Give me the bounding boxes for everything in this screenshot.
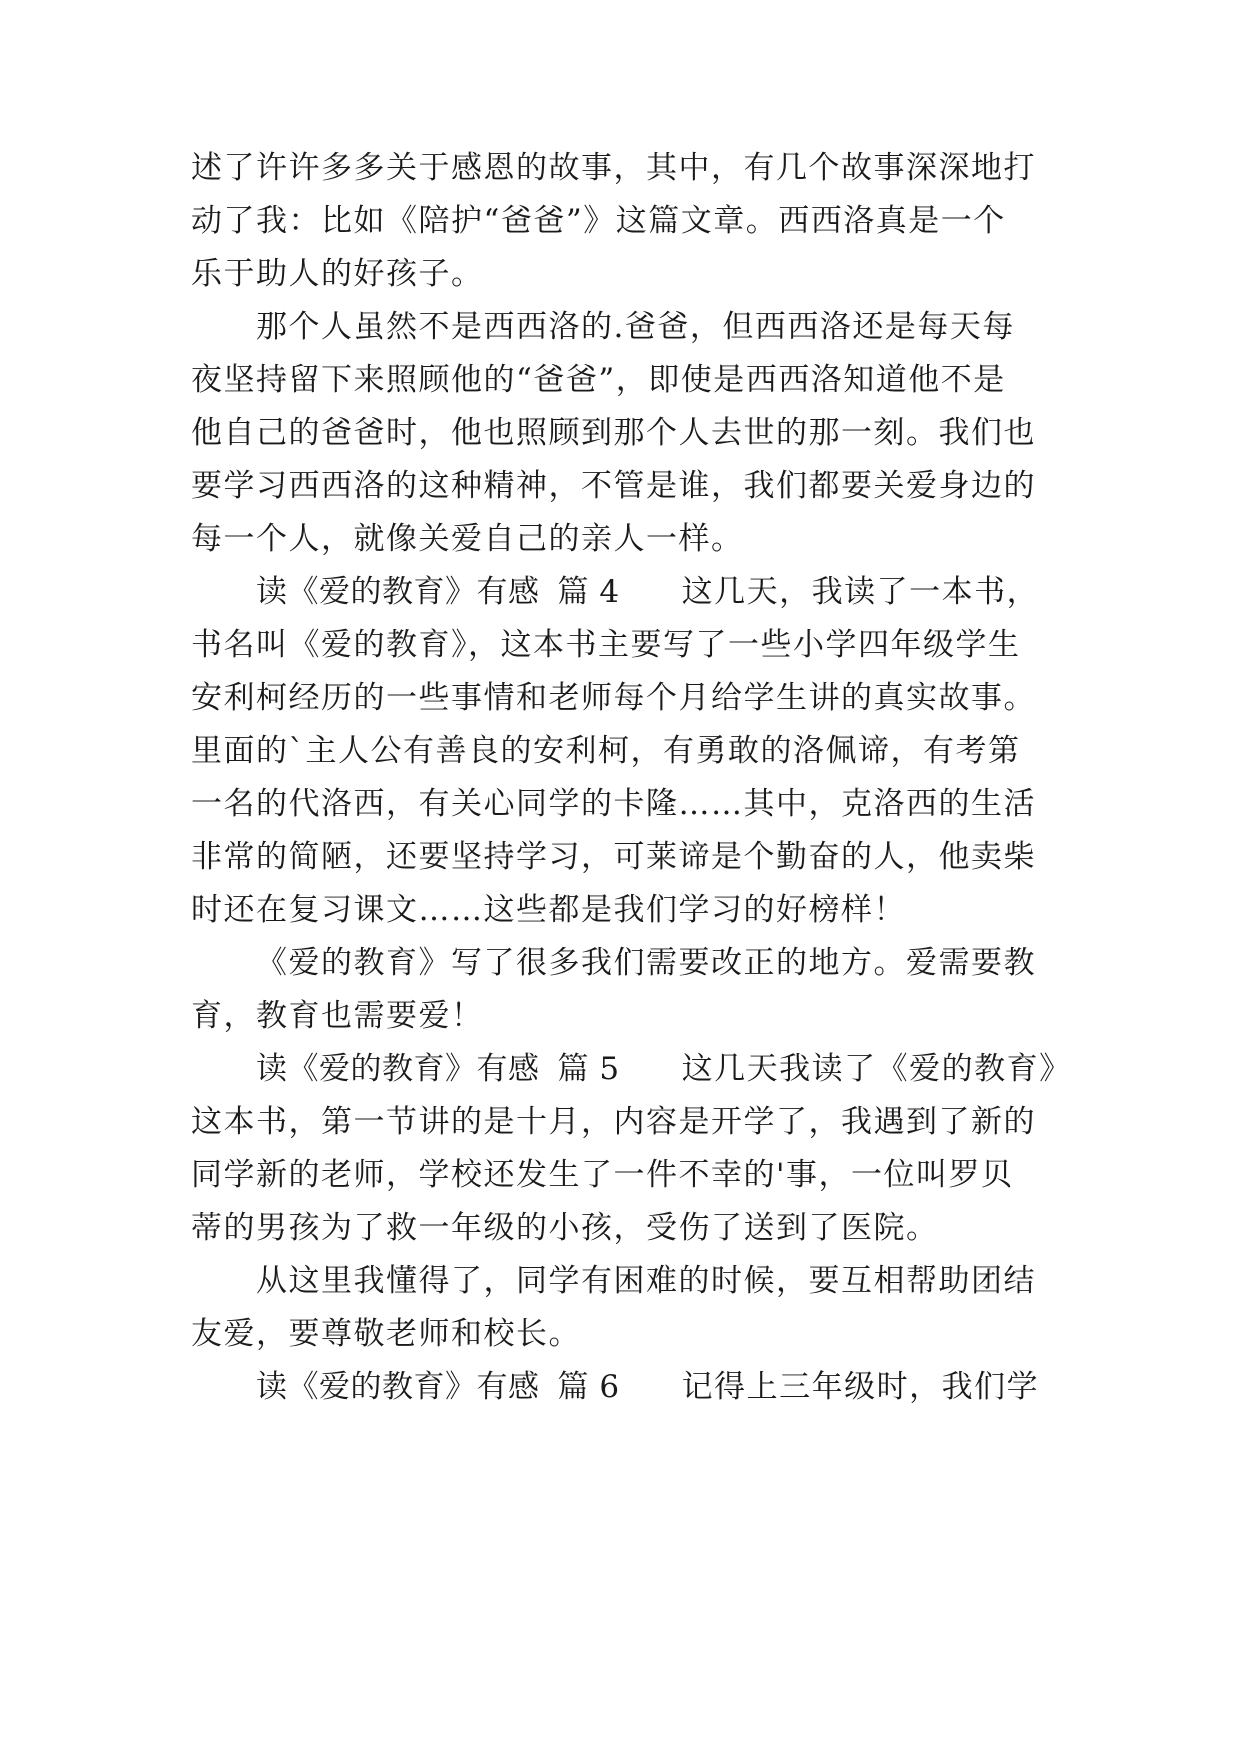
text-line: 非常的简陋，还要坚持学习，可莱谛是个勤奋的人，他卖柴 xyxy=(191,839,1036,875)
text-line: 述了许许多多关于感恩的故事，其中，有几个故事深深地打 xyxy=(191,150,1036,186)
text-line: 每一个人，就像关爱自己的亲人一样。 xyxy=(191,521,744,557)
section-lead-text: 记得上三年级时，我们学 xyxy=(681,1369,1040,1405)
section-title: 读《爱的教育》有感 xyxy=(256,574,540,610)
text-line: 那个人虽然不是西西洛的.爸爸，但西西洛还是每天每 xyxy=(256,309,1015,345)
text-line: 从这里我懂得了，同学有困难的时候，要互相帮助团结 xyxy=(256,1263,1036,1299)
text-line: 书名叫《爱的教育》，这本书主要写了一些小学四年级学生 xyxy=(191,627,1021,663)
section-title: 读《爱的教育》有感 xyxy=(256,1051,540,1087)
text-line: 动了我：比如《陪护“爸爸”》这篇文章。西西洛真是一个 xyxy=(191,203,1006,239)
text-line: 要学习西西洛的这种精神，不管是谁，我们都要关爱身边的 xyxy=(191,468,1036,504)
section-lead-text: 这几天我读了《爱的教育》 xyxy=(681,1051,1072,1087)
section-number: 篇 4 xyxy=(557,574,620,610)
section-title: 读《爱的教育》有感 xyxy=(256,1369,540,1405)
text-line: 蒂的男孩为了救一年级的小孩，受伤了送到了医院。 xyxy=(191,1210,939,1246)
text-line: 《爱的教育》写了很多我们需要改正的地方。爱需要教 xyxy=(256,945,1036,981)
text-line: 同学新的老师，学校还发生了一件不幸的'事，一位叫罗贝 xyxy=(191,1157,1014,1193)
text-line: 育，教育也需要爱！ xyxy=(191,998,484,1034)
text-line: 乐于助人的好孩子。 xyxy=(191,256,484,292)
section-lead-text: 这几天，我读了一本书， xyxy=(681,574,1040,610)
section-heading-line xyxy=(256,562,1136,622)
text-line: 一名的代洛西，有关心同学的卡隆……其中，克洛西的生活 xyxy=(191,786,1036,822)
section-number: 篇 6 xyxy=(557,1369,620,1405)
text-line: 夜坚持留下来照顾他的“爸爸”，即使是西西洛知道他不是 xyxy=(191,362,1006,398)
section-number: 篇 5 xyxy=(557,1051,620,1087)
section-heading-line xyxy=(256,1357,1136,1417)
text-line: 这本书，第一节讲的是十月，内容是开学了，我遇到了新的 xyxy=(191,1104,1036,1140)
text-line: 时还在复习课文……这些都是我们学习的好榜样！ xyxy=(191,892,906,928)
text-line: 里面的`主人公有善良的安利柯，有勇敢的洛佩谛，有考第 xyxy=(191,733,1021,769)
text-line: 他自己的爸爸时，他也照顾到那个人去世的那一刻。我们也 xyxy=(191,415,1036,451)
section-heading-line xyxy=(256,1039,1136,1099)
text-line: 友爱，要尊敬老师和校长。 xyxy=(191,1316,581,1352)
text-line: 安利柯经历的一些事情和老师每个月给学生讲的真实故事。 xyxy=(191,680,1036,716)
